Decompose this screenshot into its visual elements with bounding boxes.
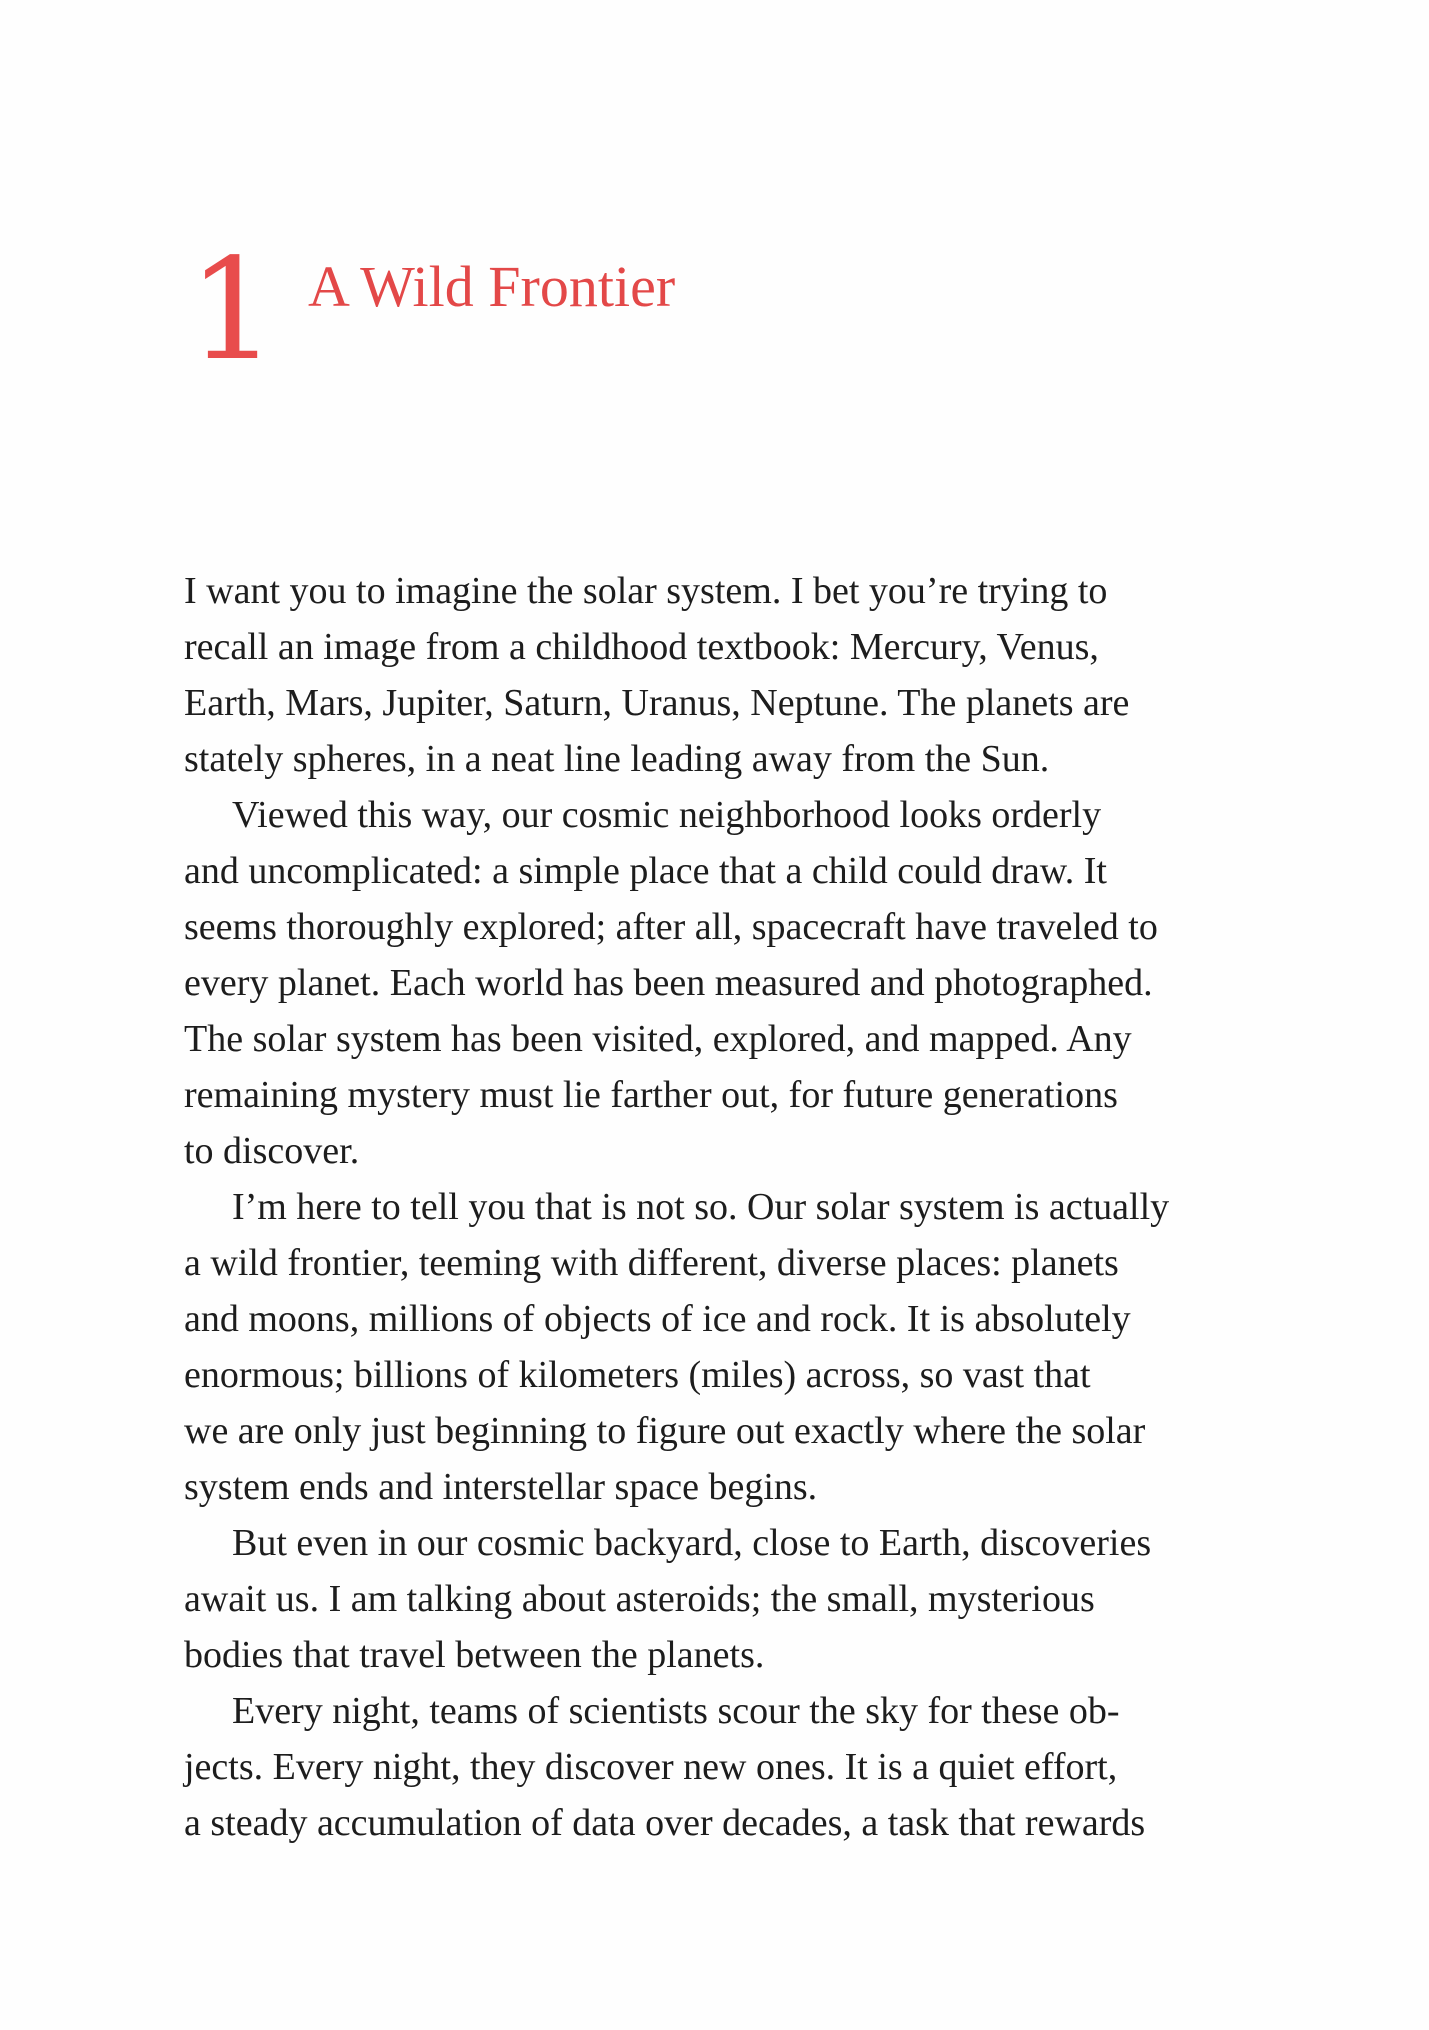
body-text: [184, 563, 1314, 1851]
text-line: await us. I am talking about asteroids; the small, mysterious: [184, 1578, 1095, 1620]
chapter-number: 1: [188, 229, 278, 392]
text-line: system ends and interstellar space begins.: [184, 1466, 818, 1508]
text-line: The solar system has been visited, explored, and mapped. Any: [184, 1018, 1132, 1060]
text-line: a wild frontier, teeming with different, diverse places: planets: [184, 1242, 1119, 1284]
text-line: and uncomplicated: a simple place that a child could draw. It: [184, 850, 1107, 892]
text-line: remaining mystery must lie farther out, for future generations: [184, 1074, 1118, 1116]
paragraph-1: [184, 563, 1314, 787]
text-line: stately spheres, in a neat line leading away from the Sun.: [184, 738, 1050, 780]
text-line: recall an image from a childhood textbook: Mercury, Venus,: [184, 626, 1099, 668]
text-line: a steady accumulation of data over decades, a task that rewards: [184, 1802, 1146, 1844]
text-line: jects. Every night, they discover new ones. It is a quiet effort,: [184, 1746, 1118, 1788]
text-line: But even in our cosmic backyard, close to Earth, discoveries: [232, 1522, 1152, 1564]
chapter-title: A Wild Frontier: [308, 254, 676, 319]
text-line: enormous; billions of kilometers (miles) across, so vast that: [184, 1354, 1091, 1396]
text-line: bodies that travel between the planets.: [184, 1634, 765, 1676]
paragraph-5: [184, 1683, 1314, 1851]
text-line: Every night, teams of scientists scour the sky for these ob-: [232, 1690, 1120, 1732]
text-line: to discover.: [184, 1130, 360, 1172]
text-line: and moons, millions of objects of ice and rock. It is absolutely: [184, 1298, 1131, 1340]
text-line: we are only just beginning to figure out exactly where the solar: [184, 1410, 1146, 1452]
text-line: I’m here to tell you that is not so. Our solar system is actually: [232, 1186, 1170, 1228]
text-line: Viewed this way, our cosmic neighborhood looks orderly: [232, 794, 1102, 836]
paragraph-3: [184, 1179, 1314, 1515]
text-line: I want you to imagine the solar system. I bet you’re trying to: [184, 570, 1108, 612]
chapter-heading: [188, 229, 1088, 396]
text-line: seems thoroughly explored; after all, spacecraft have traveled to: [184, 906, 1158, 948]
paragraph-4: [184, 1515, 1314, 1683]
paragraph-2: [184, 787, 1314, 1179]
text-line: every planet. Each world has been measured and photographed.: [184, 962, 1153, 1004]
text-line: Earth, Mars, Jupiter, Saturn, Uranus, Neptune. The planets are: [184, 682, 1130, 724]
